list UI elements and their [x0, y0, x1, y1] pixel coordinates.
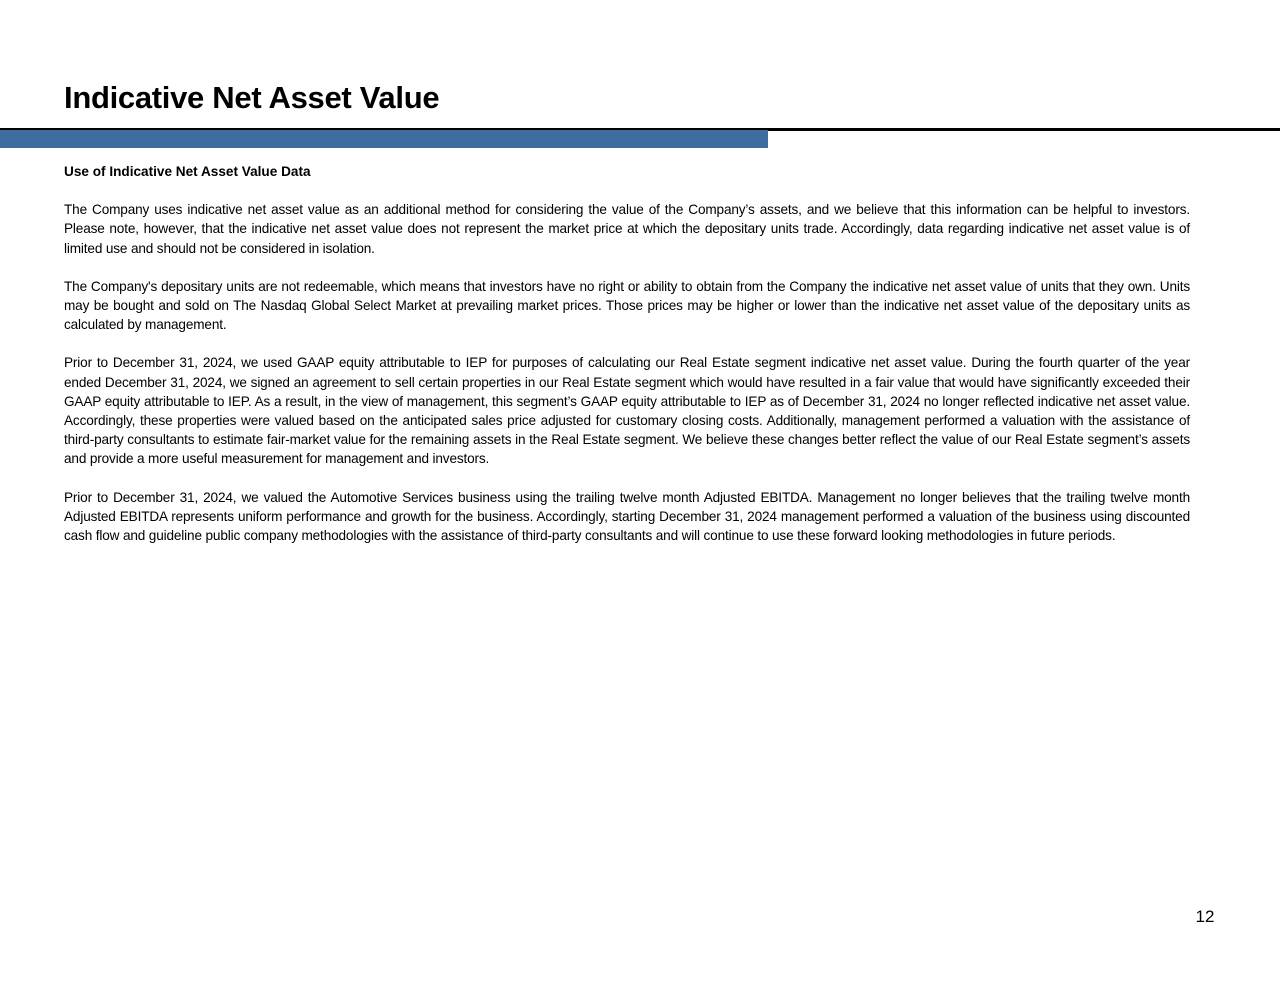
header-accent-bar: [0, 130, 768, 148]
page-title: Indicative Net Asset Value: [64, 80, 440, 115]
section-heading: Use of Indicative Net Asset Value Data: [64, 164, 311, 179]
paragraph-units-not-redeemable: The Company's depositary units are not redeemable, which means that investors have no right or ability to obtain from the Company the indicative net asset value of units that they own. Units may be bought and sold on The Nasdaq Global Select Market at prevailing market prices. Those prices may be higher or lower than the indicative net asset value of the depositary units as calculated by management.: [64, 278, 1190, 333]
paragraph-use-of-nav: The Company uses indicative net asset value as an additional method for considering the value of the Company’s assets, and we believe that this information can be helpful to investors. Please note, however, that the indicative net asset value does not represent the market price at which the depositary units trade. Accordingly, data regarding indicative net asset value is of limited use and should not be considered in isolation.: [64, 202, 1190, 256]
paragraph-automotive-valuation: Prior to December 31, 2024, we valued the Automotive Services business using the trailing twelve month Adjusted EBITDA. Management no longer believes that the trailing twelve month Adjusted EBITDA represents uniform performance and growth for the business. Accordingly, starting December 31, 2024 management performed a valuation of the business using discounted cash flow and guideline public company methodologies with the assistance of third-party consultants and will continue to use these forward looking methodologies in future periods.: [64, 489, 1190, 544]
content-section: [64, 162, 1190, 564]
page-number: 12: [1195, 907, 1215, 926]
paragraph-real-estate-valuation: Prior to December 31, 2024, we used GAAP equity attributable to IEP for purposes of calculating our Real Estate segment indicative net asset value. During the fourth quarter of the year ended December 31, 2024, we signed an agreement to sell certain properties in our Real Estate segment which would have resulted in a fair value that would have significantly exceeded their GAAP equity attributable to IEP. As a result, in the view of management, this segment’s GAAP equity attributable to IEP as of December 31, 2024 no longer reflected indicative net asset value. Accordingly, these properties were valued based on the anticipated sales price adjusted for customary closing costs. Additionally, management performed a valuation with the assistance of third-party consultants to estimate fair-market value for the remaining assets in the Real Estate segment. We believe these changes better reflect the value of our Real Estate segment’s assets and provide a more useful measurement for management and investors.: [64, 355, 1190, 467]
